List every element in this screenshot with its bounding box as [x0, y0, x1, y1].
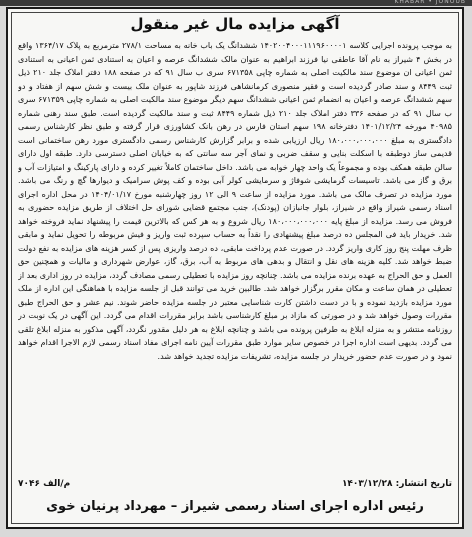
notice-body: به موجب پرونده اجرایی کلاسه ۱۴۰۲۰۰۴۰۰۰۱۱۱۹۶۰۰۰۰۱ ششدانگ یک باب خانه به مساحت ۲۷۸/۱ مترمربع به پلاک ۱۳۶۴/۱۷ واقع در بخش ۴ شیراز به نام آقا عاطفی نیا فرزند ابراهیم به عنوان مالک ششدانگ عرصه و اعیان به استنادی ثمن اعیانی به استنادی ثمن اعیانی ان موضوع سند مالکیت اصلی به شماره چاپی ۶۷۱۳۵۸ سری ب سال ۹۱ که در صفحه ۱۸۸ دفتر املاک جلد ۲۱۰ ذیل ثبت ۸۴۴۹ و سند صادر گردیده است و فقیر منصوری کرمانشاهی فرزند شاپور به عنوان ملک بیست و شش سهم از هفتاد و دو سهم ششدانگ عرصه و اعیان به انضمام ثمن اعیانی ششدانگ سهم دیگر موضوع سند مالکیت اصلی به شماره چاپی ۶۷۱۳۵۹ سری ب سال ۹۱ که در صفحه ۳۳۶ دفتر املاک جلد ۲۱۰ ذیل شماره ۸۴۴۹ ثبت و سند مالکیت گردیده است. طبق سند رهنی شماره ۴۰۹۸۵ مورخه ۱۴۰۱/۱۲/۲۴ دفترخانه ۱۹۸ سهم استان فارس در رهن بانک کشاورزی قرار گرفته و طبق نظر کارشناس رسمی دادگستری به مبلغ ۱۸۰،۰۰۰،۰۰۰،۰۰۰ ریال ارزیابی شده و برابر گزارش کارشناس رسمی دادگستری مورد رهن ساختمانی است قدیمی ساز دوطبقه با اسکلت بنایی و سقف ضربی و نمای آجر سه سانتی که به خیابان اصلی دسترسی دارد. طبقه اول دارای سالن طبقه همکف بوده و مجموعاً یک واحد چهار خوابه می باشد. داخل ساختمان کاملاً تغییر کرده و دارای پارکینگ و امتیازات آب و برق و گاز می باشد. تاسیسات گرمایشی شوفاژ و سرمایشی کولر آبی بوده و کف پوش سرامیک و دیوارها گچ و رنگ می باشد. مورد مزایده در تصرف مالک می باشد. مورد مزایده از ساعت ۹ الی ۱۲ روز چهارشنبه مورخ ۱۴۰۴/۰۱/۱۷ در محل اداره اجرای اسناد رسمی شیراز واقع در شیراز، بلوار جانبازان (پودنک)، جنب مجتمع قضایی شورای حل اختلاف از طریق مزایده حضوری به فروش می رسد. مزایده از مبلغ پایه ۱۸۰،۰۰۰،۰۰۰،۰۰۰ ریال شروع و به هر کس که بالاترین قیمت را پیشنهاد نماید فروخته خواهد شد. خریدار باید فی المجلس ده درصد مبلغ پیشنهادی را نقداً به حساب سپرده ثبت واریز و فیش مربوطه را تحویل نماید و مابقی ظرف مهلت پنج روز کاری واریز گردد. در صورت عدم پرداخت مابقی، ده درصد واریزی پس از کسر هزینه های مزایده به نفع دولت ضبط خواهد شد. کلیه هزینه های نقل و انتقال و بدهی های مربوط به آب، برق، گاز، عوارض شهرداری و مالیات و همچنین حق العمل و حق الحراج به عهده برنده مزایده می باشد. چنانچه روز مزایده با تعطیلی رسمی مصادف گردد، مزایده در روز اداری بعد از تعطیلی در همان ساعت و مکان مقرر برگزار خواهد شد. طالبین خرید می توانند قبل از جلسه مزایده با هماهنگی این اداره از ملک مورد مزایده بازدید نموده و با در دست داشتن کارت شناسایی معتبر در جلسه مزایده حاضر شوند. نیم عشر و حق الحراج طبق مقررات وصول خواهد شد و در صورتی که مازاد بر مبلغ کارشناسی باشد برابر مقررات اقدام می گردد. این آگهی در یک نوبت در روزنامه منتشر و به منزله ابلاغ به طرفین پرونده می باشد و چنانچه ابلاغ به هر دلیل مقدور نگردد، آگهی مذکور به منزله ابلاغ تلقی می گردد. بدیهی است اداره اجرا در خصوص سایر موارد طبق مقررات آیین نامه اجرای مفاد اسناد رسمی لازم الاجرا اقدام خواهد نمود و در صورت عدم حضور خریدار در جلسه مزایده، تشریفات مزایده تجدید خواهد شد.: [18, 41, 452, 361]
notice-title: آگهی مزایده مال غیر منقول: [130, 15, 340, 33]
notice-footer: [18, 479, 452, 493]
header-strip-text: KHABAR • JONOUB: [394, 0, 466, 5]
auction-notice: [6, 7, 464, 529]
newspaper-top-strip: [0, 0, 472, 6]
notice-signature: رئیس اداره اجرای اسناد رسمی شیراز – مهرداد پرنیان خوی: [46, 499, 424, 514]
notice-code: م/الف ۷۰۴۶: [18, 479, 71, 489]
publication-date: تاریخ انتشار: ۱۴۰۳/۱۲/۲۸: [341, 479, 452, 489]
